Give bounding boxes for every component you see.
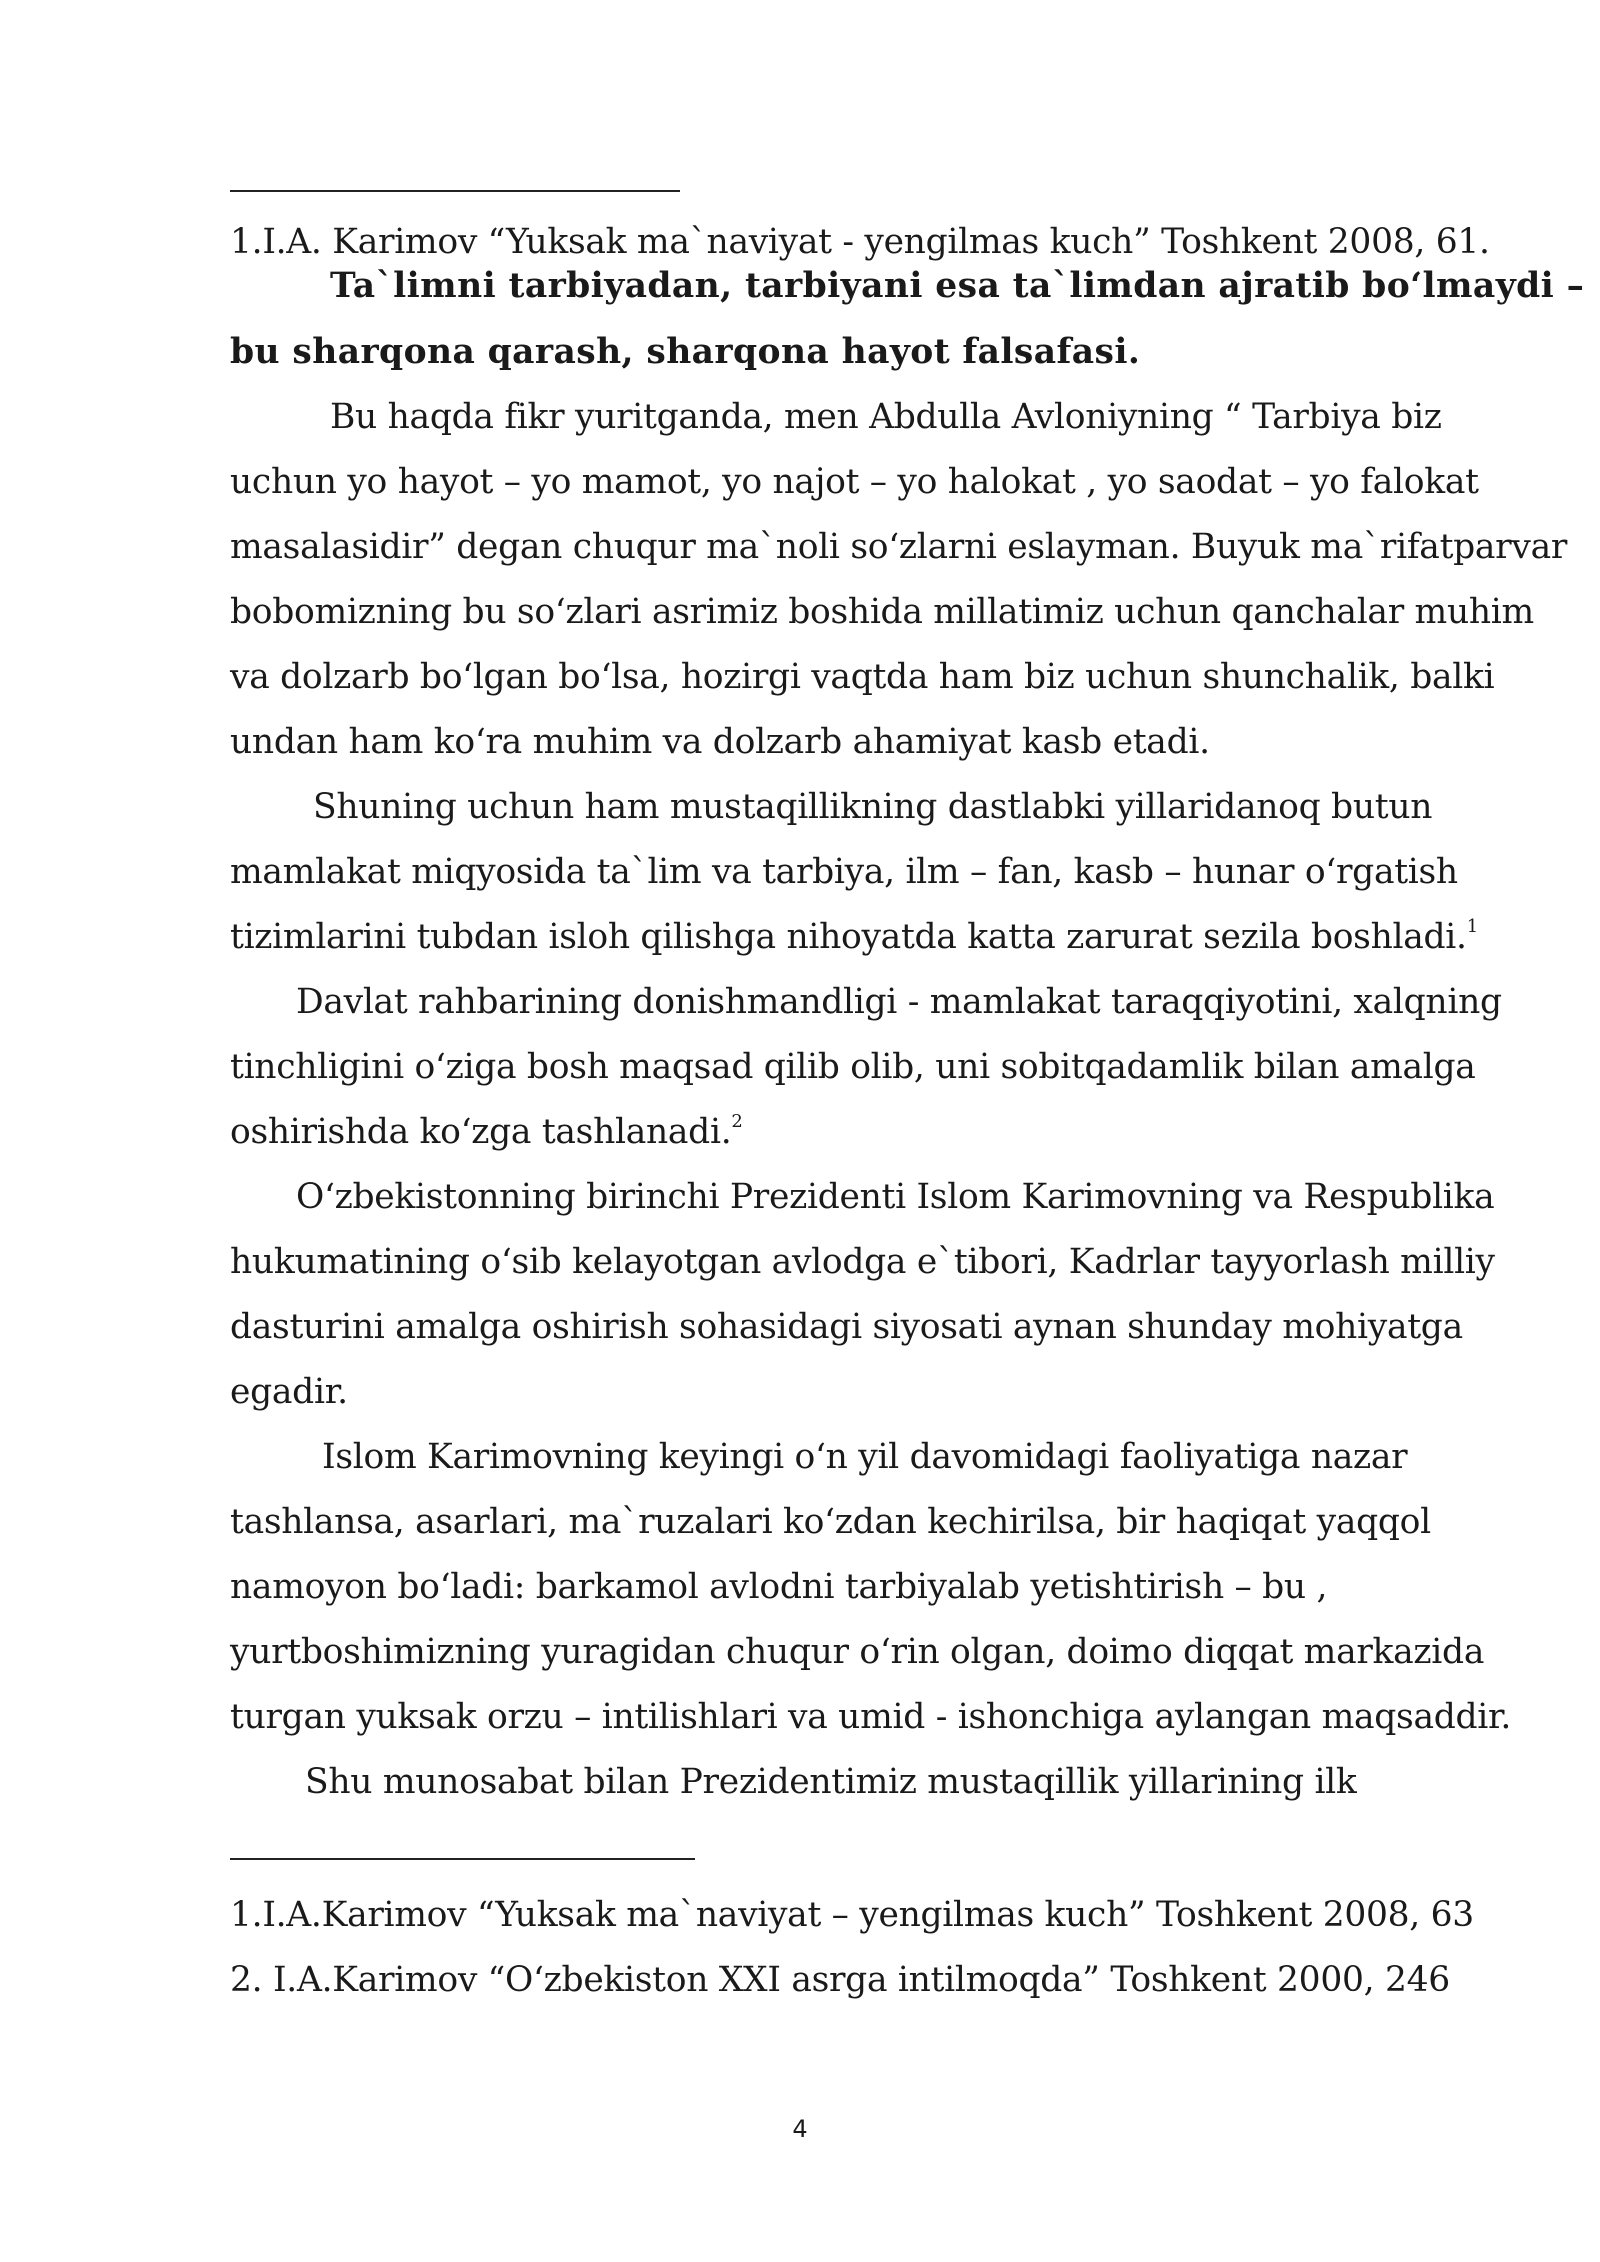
- paragraph-5-line-4: yurtboshimizning yuragidan chuqur o‘rin olgan, doimo diqqat markazida: [230, 1632, 1485, 1672]
- paragraph-3-line-3: [230, 1110, 743, 1154]
- footnote-ref-2: 2: [731, 1110, 743, 1132]
- paragraph-1-line-3: masalasidir” degan chuqur ma`noli so‘zlarni eslayman. Buyuk ma`rifatparvar: [230, 527, 1568, 567]
- paragraph-1-line-2: uchun yo hayot – yo mamot, yo najot – yo halokat , yo saodat – yo falokat: [230, 462, 1479, 502]
- heading-line-1: Ta`limni tarbiyadan, tarbiyani esa ta`limdan ajratib bo‘lmaydi –: [330, 266, 1585, 306]
- footnote-1: 1.I.A.Karimov “Yuksak ma`naviyat – yengilmas kuch” Toshkent 2008, 63: [230, 1895, 1474, 1935]
- paragraph-5-line-5: turgan yuksak orzu – intilishlari va umid - ishonchiga aylangan maqsaddir.: [230, 1697, 1512, 1737]
- paragraph-5-line-2: tashlansa, asarlari, ma`ruzalari ko‘zdan kechirilsa, bir haqiqat yaqqol: [230, 1502, 1431, 1542]
- paragraph-2-line-2: mamlakat miqyosida ta`lim va tarbiya, ilm – fan, kasb – hunar o‘rgatish: [230, 852, 1458, 892]
- paragraph-3-line-1: Davlat rahbarining donishmandligi - mamlakat taraqqiyotini, xalqning: [296, 982, 1502, 1022]
- top-footnote-rule: [230, 190, 680, 192]
- paragraph-1-line-1: Bu haqda fikr yuritganda, men Abdulla Avloniyning “ Tarbiya biz: [330, 397, 1442, 437]
- heading-line-2: bu sharqona qarash, sharqona hayot falsafasi.: [230, 332, 1141, 372]
- paragraph-2-line-3-text: tizimlarini tubdan isloh qilishga nihoyatda katta zarurat sezila boshladi.: [230, 917, 1467, 957]
- paragraph-2-line-1: Shuning uchun ham mustaqillikning dastlabki yillaridanoq butun: [313, 787, 1433, 827]
- paragraph-5-line-3: namoyon bo‘ladi: barkamol avlodni tarbiyalab yetishtirish – bu ,: [230, 1567, 1328, 1607]
- paragraph-3-line-2: tinchligini o‘ziga bosh maqsad qilib olib, uni sobitqadamlik bilan amalga: [230, 1047, 1476, 1087]
- paragraph-2-line-3: [230, 915, 1478, 959]
- paragraph-4-line-2: hukumatining o‘sib kelayotgan avlodga e`tibori, Kadrlar tayyorlash milliy: [230, 1242, 1495, 1282]
- paragraph-6-line-1: Shu munosabat bilan Prezidentimiz mustaqillik yillarining ilk: [305, 1762, 1357, 1802]
- footnote-2: 2. I.A.Karimov “O‘zbekiston XXI asrga intilmoqda” Toshkent 2000, 246: [230, 1960, 1450, 2000]
- footnote-ref-1: 1: [1466, 915, 1478, 937]
- page-number: 4: [792, 2115, 808, 2143]
- paragraph-4-line-4: egadir.: [230, 1372, 348, 1412]
- paragraph-1-line-5: va dolzarb bo‘lgan bo‘lsa, hozirgi vaqtda ham biz uchun shunchalik, balki: [230, 657, 1495, 697]
- paragraph-3-line-3-text: oshirishda ko‘zga tashlanadi.: [230, 1112, 732, 1152]
- paragraph-1-line-4: bobomizning bu so‘zlari asrimiz boshida millatimiz uchun qanchalar muhim: [230, 592, 1534, 632]
- top-footnote: 1.I.A. Karimov “Yuksak ma`naviyat - yengilmas kuch” Toshkent 2008, 61.: [230, 222, 1490, 262]
- paragraph-4-line-1: O‘zbekistonning birinchi Prezidenti Islom Karimovning va Respublika: [296, 1177, 1495, 1217]
- paragraph-4-line-3: dasturini amalga oshirish sohasidagi siyosati aynan shunday mohiyatga: [230, 1307, 1463, 1347]
- paragraph-5-line-1: Islom Karimovning keyingi o‘n yil davomidagi faoliyatiga nazar: [322, 1437, 1408, 1477]
- bottom-footnote-rule: [230, 1858, 695, 1860]
- paragraph-1-line-6: undan ham ko‘ra muhim va dolzarb ahamiyat kasb etadi.: [230, 722, 1210, 762]
